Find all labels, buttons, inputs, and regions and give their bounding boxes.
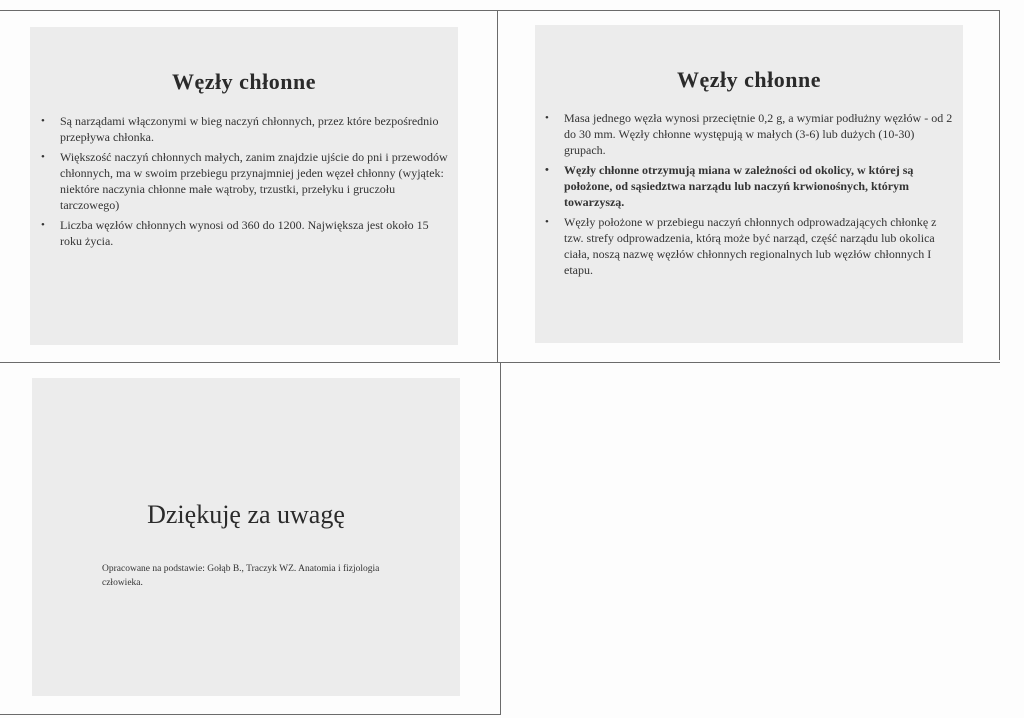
bullet-item: • Liczba węzłów chłonnych wynosi od 360 do 1200. Największa jest około 15 roku życia.: [41, 217, 449, 249]
slide-title: Węzły chłonne: [677, 67, 821, 92]
bullet-item-bold: • Węzły chłonne otrzymują miana w zależności od okolicy, w której są położone, od sąsiedztwa narządu lub naczyń krwionośnych, którym towarzyszą.: [545, 162, 953, 210]
bullet-item: • Większość naczyń chłonnych małych, zanim znajdzie ujście do pni i przewodów chłonnych, ma w swoim przebiegu przynajmniej jeden węzeł chłonny (wyjątek: niektóre naczynia chłonne małe wątroby, trzustki, przełyku i gruczołu tarczowego): [41, 149, 449, 213]
frame-line-top: [0, 10, 1000, 11]
frame-line-middle-vertical: [497, 10, 498, 362]
frame-line-right: [999, 10, 1000, 360]
slide-lymph-nodes-2: [535, 25, 963, 343]
frame-line-bottom: [0, 714, 500, 715]
frame-line-lower-vertical: [500, 363, 501, 715]
thank-you-title: Dziękuję za uwagę: [147, 500, 345, 529]
slide-lymph-nodes-1: [30, 27, 458, 345]
source-note: Opracowane na podstawie: Gołąb B., Traczyk WZ. Anatomia i fizjologia człowieka.: [102, 564, 380, 588]
slide-thank-you: [32, 378, 460, 696]
bullet-list: [41, 113, 449, 253]
bullet-list: [545, 110, 953, 282]
bullet-item: • Są narządami włączonymi w bieg naczyń chłonnych, przez które bezpośrednio przepływa chłonka.: [41, 113, 449, 145]
bullet-item: • Węzły położone w przebiegu naczyń chłonnych odprowadzających chłonkę z tzw. strefy odprowadzenia, którą może być narząd, część narządu lub okolica ciała, noszą nazwę węzłów chłonnych regionalnych lub węzłów chłonnych I etapu.: [545, 214, 953, 278]
bullet-item: • Masa jednego węzła wynosi przeciętnie 0,2 g, a wymiar podłużny węzłów - od 2 do 30 mm. Węzły chłonne występują w małych (3-6) lub dużych (10-30) grupach.: [545, 110, 953, 158]
slide-title: Węzły chłonne: [172, 69, 316, 94]
